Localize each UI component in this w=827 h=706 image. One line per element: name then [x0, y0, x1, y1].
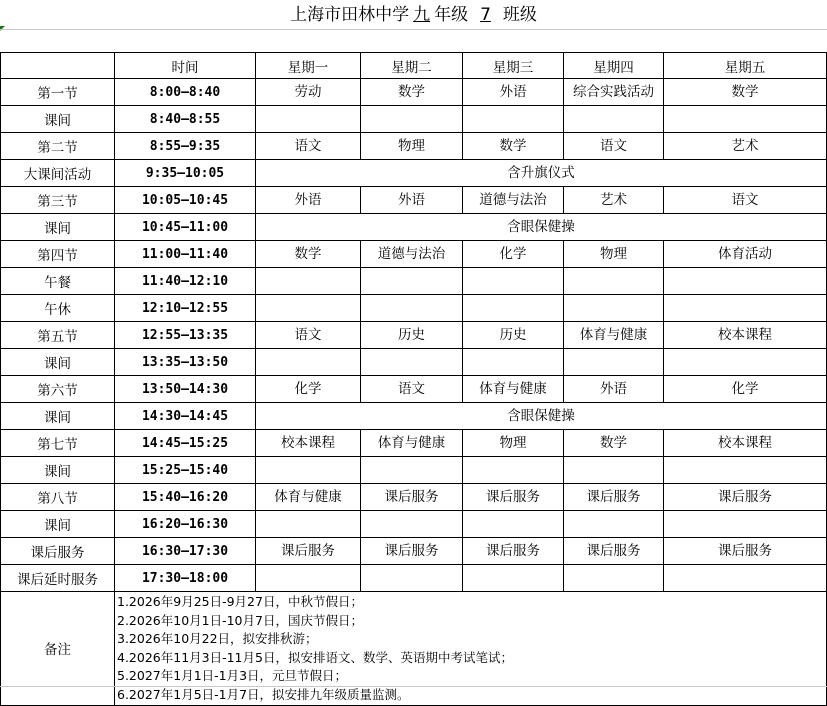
- schedule-row: [1, 268, 827, 295]
- subject-cell-day-2[interactable]: [361, 511, 463, 538]
- period-label[interactable]: 课间: [1, 214, 115, 241]
- subject-cell-day-5[interactable]: [664, 349, 827, 376]
- page-title: [0, 0, 827, 30]
- schedule-row: [1, 295, 827, 322]
- class-number[interactable]: 7: [480, 5, 491, 25]
- schedule-row: [1, 160, 827, 187]
- note-line: 3.2026年10月22日，拟安排秋游；: [117, 631, 318, 647]
- subject-cell-day-4[interactable]: 综合实践活动: [564, 79, 664, 106]
- schedule-row: [1, 376, 827, 403]
- subject-cell-day-1[interactable]: [256, 565, 361, 592]
- period-label[interactable]: 第七节: [1, 430, 115, 457]
- subject-cell-day-5[interactable]: 艺术: [664, 133, 827, 160]
- period-label[interactable]: 第五节: [1, 322, 115, 349]
- subject-cell-day-3[interactable]: [463, 295, 564, 322]
- subject-cell-day-5[interactable]: [664, 565, 827, 592]
- subject-cell-day-3[interactable]: 课后服务: [463, 538, 564, 565]
- period-time[interactable]: 10:45—11:00: [115, 214, 256, 241]
- subject-cell-day-2[interactable]: [361, 565, 463, 592]
- period-time[interactable]: 8:40—8:55: [115, 106, 256, 133]
- spreadsheet-gridline: [0, 686, 827, 687]
- subject-cell-day-2[interactable]: 课后服务: [361, 538, 463, 565]
- class-suffix: 班级: [502, 5, 537, 25]
- subject-cell-day-3[interactable]: 外语: [463, 79, 564, 106]
- subject-cell-day-2[interactable]: 体育与健康: [361, 430, 463, 457]
- subject-cell-day-3[interactable]: [463, 268, 564, 295]
- subject-cell-day-4[interactable]: [564, 457, 664, 484]
- subject-cell-day-5[interactable]: 数学: [664, 79, 827, 106]
- grade-suffix: 年级: [434, 5, 469, 25]
- subject-cell-day-5[interactable]: [664, 106, 827, 133]
- subject-cell-day-2[interactable]: [361, 268, 463, 295]
- subject-cell-day-4[interactable]: 数学: [564, 430, 664, 457]
- note-line: 4.2026年11月3日-11月5日，拟安排语文、数学、英语期中考试笔试；: [117, 649, 513, 665]
- period-label[interactable]: 第八节: [1, 484, 115, 511]
- spreadsheet-gridline: [0, 29, 827, 30]
- period-time[interactable]: 16:30—17:30: [115, 538, 256, 565]
- subject-cell-day-2[interactable]: 数学: [361, 79, 463, 106]
- schedule-row: [1, 349, 827, 376]
- period-time[interactable]: 12:55—13:35: [115, 322, 256, 349]
- schedule-row: [1, 79, 827, 106]
- subject-cell-day-5[interactable]: 体育活动: [664, 241, 827, 268]
- header-time[interactable]: 时间: [115, 53, 256, 79]
- subject-cell-day-2[interactable]: 历史: [361, 322, 463, 349]
- subject-cell-day-1[interactable]: 体育与健康: [256, 484, 361, 511]
- subject-cell-day-1[interactable]: 课后服务: [256, 538, 361, 565]
- subject-cell-day-2[interactable]: 外语: [361, 187, 463, 214]
- schedule-row: [1, 565, 827, 592]
- subject-cell-day-4[interactable]: [564, 106, 664, 133]
- subject-cell-day-3[interactable]: [463, 106, 564, 133]
- subject-cell-day-4[interactable]: 课后服务: [564, 484, 664, 511]
- subject-cell-day-1[interactable]: 劳动: [256, 79, 361, 106]
- subject-cell-day-4[interactable]: [564, 511, 664, 538]
- subject-cell-day-4[interactable]: 体育与健康: [564, 322, 664, 349]
- subject-cell-day-4[interactable]: [564, 349, 664, 376]
- schedule-row: [1, 241, 827, 268]
- subject-cell-day-2[interactable]: 物理: [361, 133, 463, 160]
- merged-activity-cell[interactable]: 含升旗仪式: [256, 160, 827, 187]
- period-label[interactable]: 午休: [1, 295, 115, 322]
- subject-cell-day-4[interactable]: 艺术: [564, 187, 664, 214]
- subject-cell-day-5[interactable]: 语文: [664, 187, 827, 214]
- period-time[interactable]: 8:55—9:35: [115, 133, 256, 160]
- schedule-row: [1, 187, 827, 214]
- schedule-row: [1, 322, 827, 349]
- period-time[interactable]: 15:25—15:40: [115, 457, 256, 484]
- period-label[interactable]: 第四节: [1, 241, 115, 268]
- subject-cell-day-1[interactable]: [256, 349, 361, 376]
- subject-cell-day-5[interactable]: 校本课程: [664, 322, 827, 349]
- subject-cell-day-1[interactable]: 数学: [256, 241, 361, 268]
- schedule-row: [1, 133, 827, 160]
- header-day-4[interactable]: 星期四: [564, 53, 664, 79]
- merged-activity-cell[interactable]: 含眼保健操: [256, 403, 827, 430]
- schedule-row: [1, 106, 827, 133]
- header-day-3[interactable]: 星期三: [463, 53, 564, 79]
- period-time[interactable]: 13:35—13:50: [115, 349, 256, 376]
- period-time[interactable]: 11:00—11:40: [115, 241, 256, 268]
- subject-cell-day-5[interactable]: [664, 295, 827, 322]
- period-time[interactable]: 14:45—15:25: [115, 430, 256, 457]
- header-day-2[interactable]: 星期二: [361, 53, 463, 79]
- note-line: 1.2026年9月25日-9月27日，中秋节假日；: [117, 594, 363, 609]
- note-line: 5.2027年1月1日-1月3日，元旦节假日；: [117, 668, 348, 684]
- subject-cell-day-1[interactable]: [256, 268, 361, 295]
- subject-cell-day-4[interactable]: [564, 565, 664, 592]
- subject-cell-day-1[interactable]: [256, 295, 361, 322]
- period-label[interactable]: 课间: [1, 457, 115, 484]
- subject-cell-day-3[interactable]: 道德与法治: [463, 187, 564, 214]
- notes-row: [1, 592, 827, 706]
- subject-cell-day-5[interactable]: [664, 268, 827, 295]
- subject-cell-day-4[interactable]: [564, 295, 664, 322]
- period-label[interactable]: 课间: [1, 106, 115, 133]
- period-time[interactable]: 10:05—10:45: [115, 187, 256, 214]
- period-time[interactable]: 16:20—16:30: [115, 511, 256, 538]
- grade-value[interactable]: 九: [413, 5, 431, 25]
- schedule-row: [1, 484, 827, 511]
- header-day-1[interactable]: 星期一: [256, 53, 361, 79]
- subject-cell-day-2[interactable]: [361, 349, 463, 376]
- schedule-row: [1, 214, 827, 241]
- subject-cell-day-4[interactable]: 物理: [564, 241, 664, 268]
- subject-cell-day-5[interactable]: 校本课程: [664, 430, 827, 457]
- note-line: 6.2027年1月5日-1月7日，拟安排九年级质量监测。: [117, 686, 410, 702]
- subject-cell-day-5[interactable]: 课后服务: [664, 484, 827, 511]
- subject-cell-day-3[interactable]: 物理: [463, 430, 564, 457]
- subject-cell-day-1[interactable]: 外语: [256, 187, 361, 214]
- header-row: [1, 53, 827, 79]
- notes-content[interactable]: [115, 592, 827, 706]
- subject-cell-day-3[interactable]: [463, 565, 564, 592]
- subject-cell-day-5[interactable]: [664, 457, 827, 484]
- period-time[interactable]: 12:10—12:55: [115, 295, 256, 322]
- subject-cell-day-5[interactable]: 课后服务: [664, 538, 827, 565]
- schedule-row: [1, 430, 827, 457]
- schedule-row: [1, 403, 827, 430]
- period-label[interactable]: 第六节: [1, 376, 115, 403]
- subject-cell-day-5[interactable]: 化学: [664, 376, 827, 403]
- period-label[interactable]: 第三节: [1, 187, 115, 214]
- subject-cell-day-2[interactable]: [361, 457, 463, 484]
- subject-cell-day-3[interactable]: 数学: [463, 133, 564, 160]
- period-label[interactable]: 午餐: [1, 268, 115, 295]
- period-time[interactable]: 11:40—12:10: [115, 268, 256, 295]
- subject-cell-day-3[interactable]: 体育与健康: [463, 376, 564, 403]
- subject-cell-day-2[interactable]: [361, 106, 463, 133]
- subject-cell-day-4[interactable]: 语文: [564, 133, 664, 160]
- subject-cell-day-3[interactable]: [463, 457, 564, 484]
- period-label[interactable]: 课间: [1, 403, 115, 430]
- subject-cell-day-3[interactable]: 课后服务: [463, 484, 564, 511]
- schedule-row: [1, 538, 827, 565]
- period-label[interactable]: 课后服务: [1, 538, 115, 565]
- subject-cell-day-2[interactable]: 课后服务: [361, 484, 463, 511]
- period-label[interactable]: 第二节: [1, 133, 115, 160]
- subject-cell-day-3[interactable]: 化学: [463, 241, 564, 268]
- header-day-5[interactable]: 星期五: [664, 53, 827, 79]
- subject-cell-day-3[interactable]: [463, 511, 564, 538]
- period-time[interactable]: 13:50—14:30: [115, 376, 256, 403]
- period-time[interactable]: 8:00—8:40: [115, 79, 256, 106]
- period-label[interactable]: 课间: [1, 349, 115, 376]
- schedule-row: [1, 511, 827, 538]
- subject-cell-day-1[interactable]: [256, 106, 361, 133]
- schedule-row: [1, 457, 827, 484]
- subject-cell-day-3[interactable]: [463, 349, 564, 376]
- subject-cell-day-1[interactable]: 化学: [256, 376, 361, 403]
- subject-cell-day-4[interactable]: [564, 268, 664, 295]
- subject-cell-day-1[interactable]: [256, 457, 361, 484]
- subject-cell-day-5[interactable]: [664, 511, 827, 538]
- subject-cell-day-4[interactable]: 课后服务: [564, 538, 664, 565]
- note-line: 2.2026年10月1日-10月7日，国庆节假日；: [117, 612, 363, 628]
- subject-cell-day-3[interactable]: 历史: [463, 322, 564, 349]
- school-name: 上海市田林中学: [290, 5, 410, 25]
- period-label[interactable]: 第一节: [1, 79, 115, 106]
- subject-cell-day-2[interactable]: [361, 295, 463, 322]
- period-time[interactable]: 9:35—10:05: [115, 160, 256, 187]
- timetable: [0, 52, 827, 706]
- period-time[interactable]: 15:40—16:20: [115, 484, 256, 511]
- period-label[interactable]: 大课间活动: [1, 160, 115, 187]
- subject-cell-day-4[interactable]: 外语: [564, 376, 664, 403]
- subject-cell-day-1[interactable]: [256, 511, 361, 538]
- period-label[interactable]: 课后延时服务: [1, 565, 115, 592]
- merged-activity-cell[interactable]: 含眼保健操: [256, 214, 827, 241]
- subject-cell-day-2[interactable]: 语文: [361, 376, 463, 403]
- period-time[interactable]: 14:30—14:45: [115, 403, 256, 430]
- subject-cell-day-1[interactable]: 语文: [256, 133, 361, 160]
- period-time[interactable]: 17:30—18:00: [115, 565, 256, 592]
- period-label[interactable]: 课间: [1, 511, 115, 538]
- subject-cell-day-1[interactable]: 语文: [256, 322, 361, 349]
- header-corner-cell[interactable]: [1, 53, 115, 79]
- notes-label[interactable]: 备注: [1, 592, 115, 706]
- subject-cell-day-2[interactable]: 道德与法治: [361, 241, 463, 268]
- subject-cell-day-1[interactable]: 校本课程: [256, 430, 361, 457]
